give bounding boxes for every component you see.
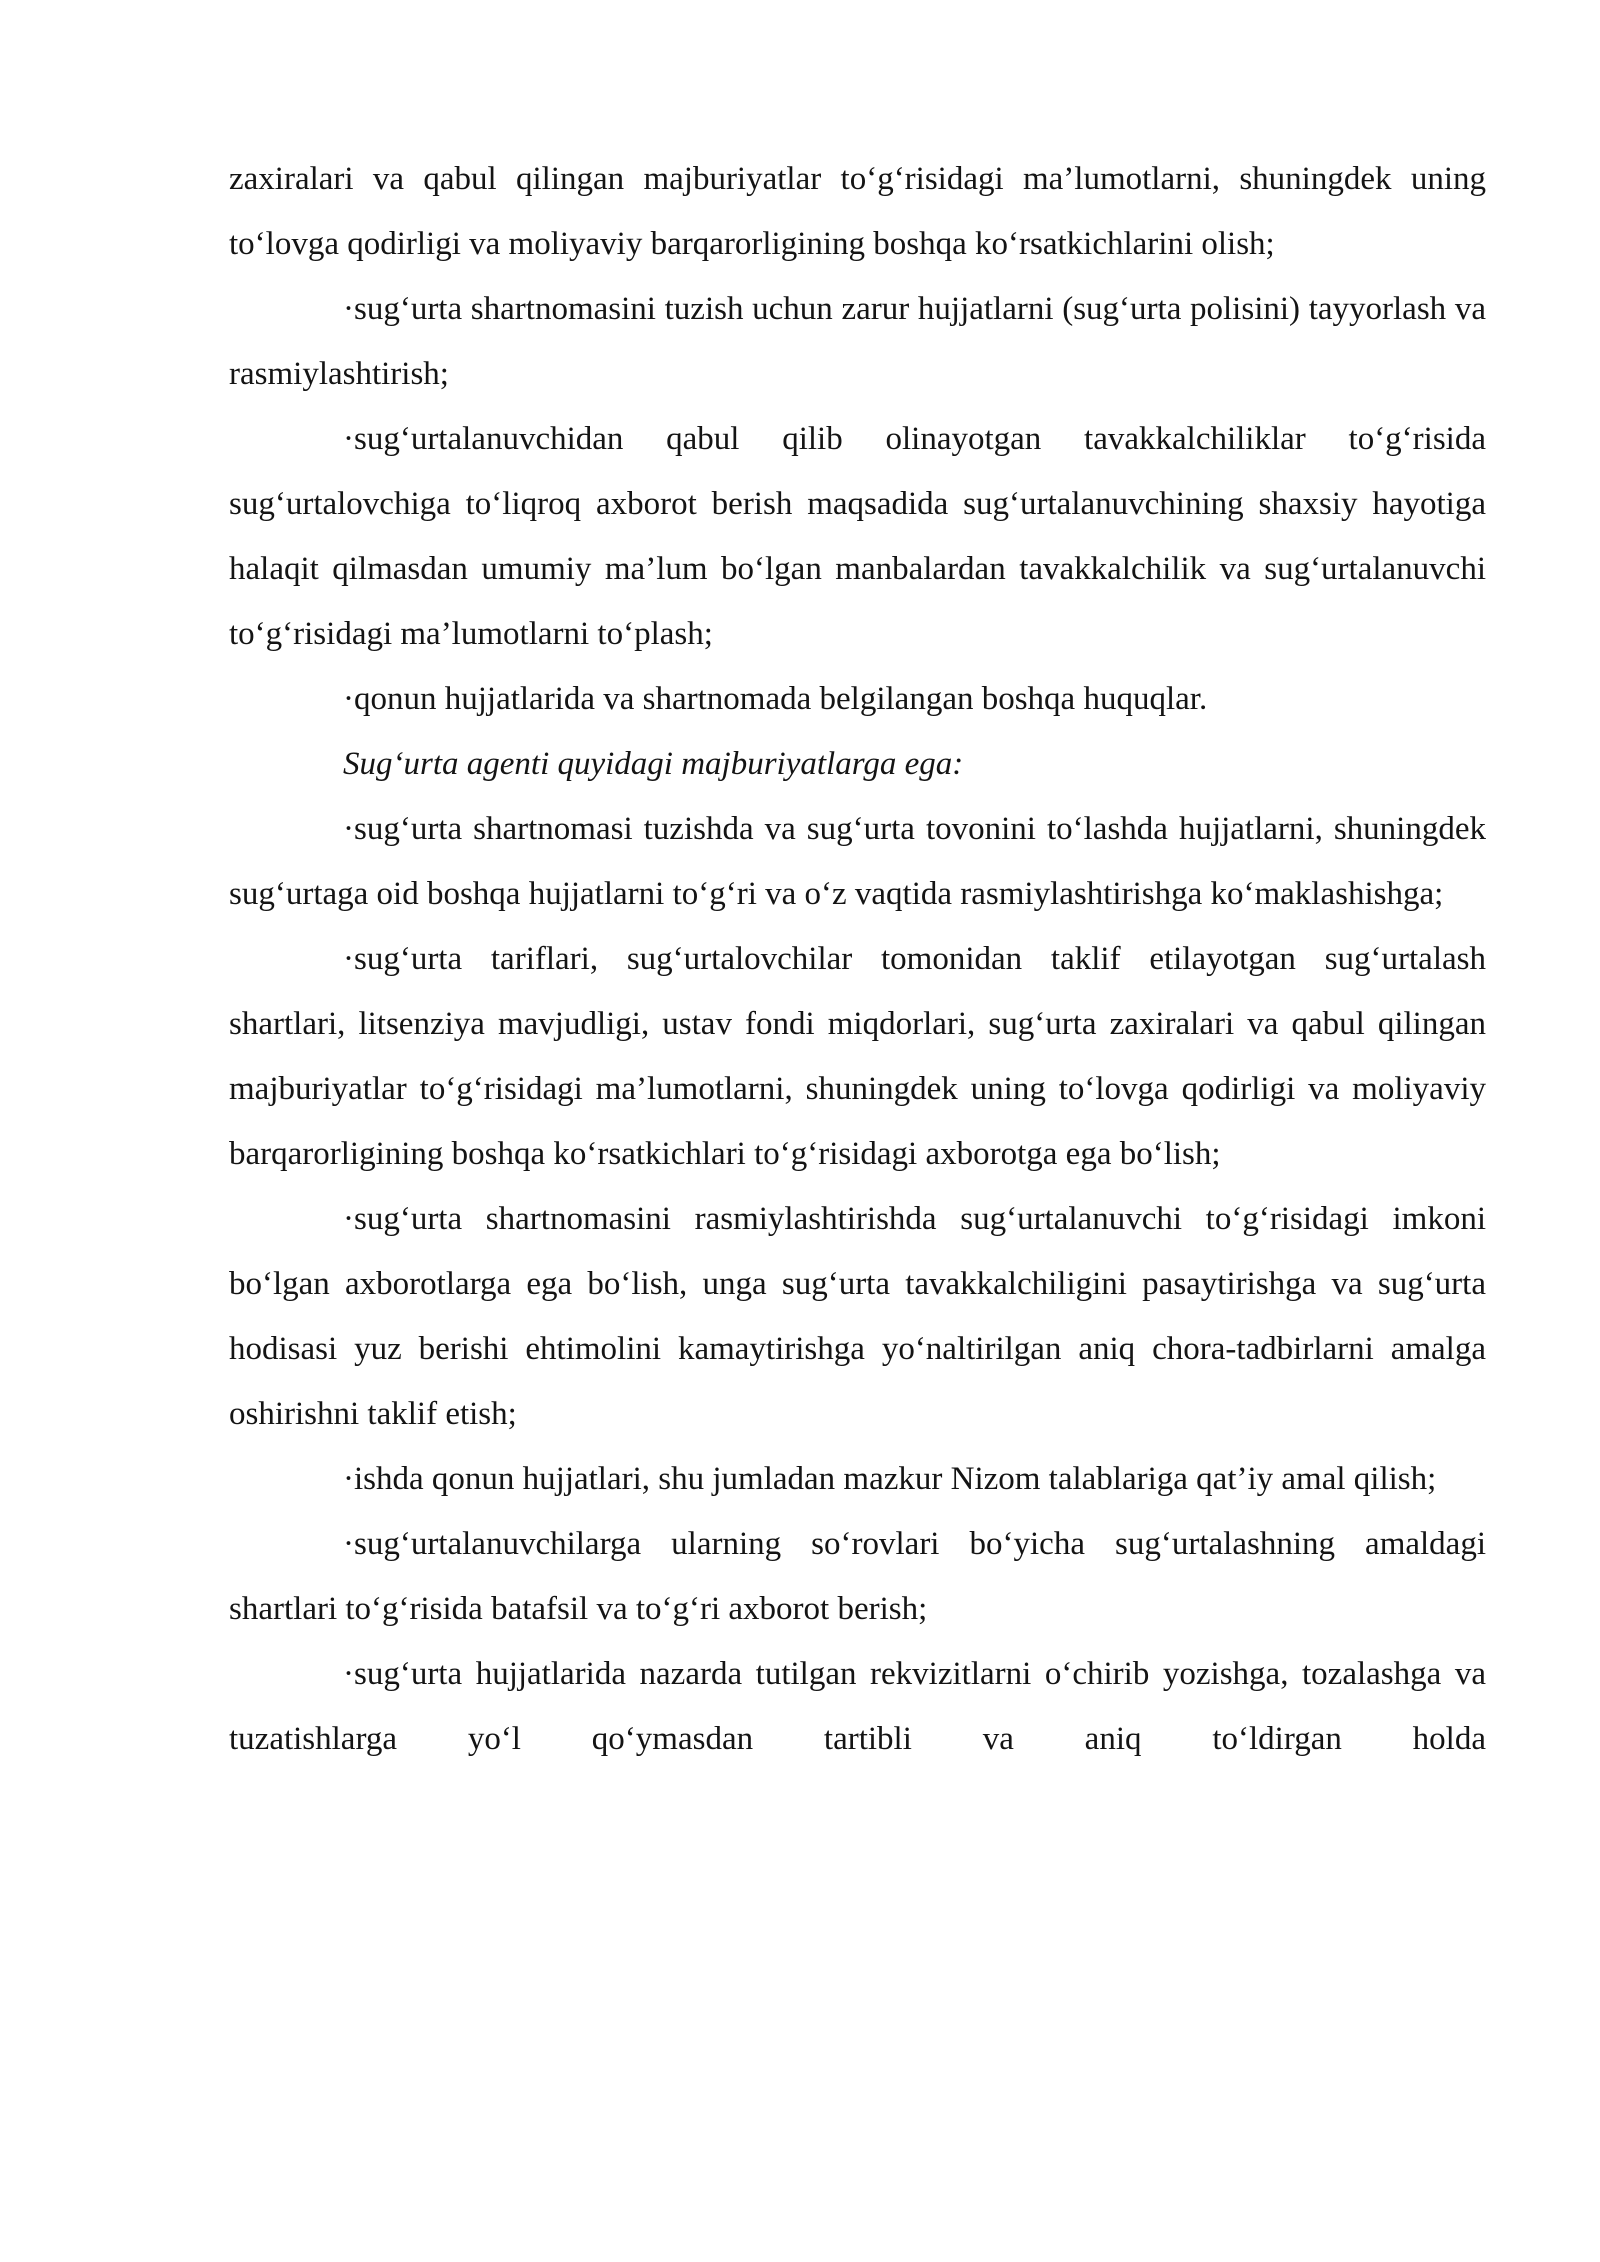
- paragraph: ·sug‘urta tariflari, sug‘urtalovchilar tomonidan taklif etilayotgan sug‘urtalash shartlari, litsenziya mavjudligi, ustav fondi miqdorlari, sug‘urta zaxiralari va qabul qilingan majburiyatlar to‘g‘risidagi ma’lumotlarni, shuningdek uning to‘lovga qodirligi va moliyaviy barqarorligining boshqa ko‘rsatkichlari to‘g‘risidagi axborotga ega bo‘lish;: [229, 941, 1486, 1172]
- document-body: [229, 147, 1486, 1772]
- section-heading: Sug‘urta agenti quyidagi majburiyatlarga ega:: [343, 746, 964, 782]
- paragraph: ·sug‘urtalanuvchidan qabul qilib olinayotgan tavakkalchiliklar to‘g‘risida sug‘urtalovchiga to‘liqroq axborot berish maqsadida sug‘urtalanuvchining shaxsiy hayotiga halaqit qilmasdan umumiy ma’lum bo‘lgan manbalardan tavakkalchilik va sug‘urtalanuvchi to‘g‘risidagi ma’lumotlarni to‘plash;: [229, 421, 1486, 652]
- paragraph: ·sug‘urta shartnomasini tuzish uchun zarur hujjatlarni (sug‘urta polisini) tayyorlash va rasmiylashtirish;: [229, 291, 1486, 392]
- paragraph: ·sug‘urtalanuvchilarga ularning so‘rovlari bo‘yicha sug‘urtalashning amaldagi shartlari to‘g‘risida batafsil va to‘g‘ri axborot berish;: [229, 1526, 1486, 1627]
- paragraph: ·ishda qonun hujjatlari, shu jumladan mazkur Nizom talablariga qat’iy amal qilish;: [343, 1461, 1437, 1497]
- paragraph: ·sug‘urta shartnomasi tuzishda va sug‘urta tovonini to‘lashda hujjatlarni, shuningdek sug‘urtaga oid boshqa hujjatlarni to‘g‘ri va o‘z vaqtida rasmiylashtirishga ko‘maklashishga;: [229, 811, 1486, 912]
- paragraph: ·qonun hujjatlarida va shartnomada belgilangan boshqa huquqlar.: [343, 681, 1208, 717]
- paragraph: ·sug‘urta shartnomasini rasmiylashtirishda sug‘urtalanuvchi to‘g‘risidagi imkoni bo‘lgan axborotlarga ega bo‘lish, unga sug‘urta tavakkalchiligini pasaytirishga va sug‘urta hodisasi yuz berishi ehtimolini kamaytirishga yo‘naltirilgan aniq chora-tadbirlarni amalga oshirishni taklif etish;: [229, 1201, 1486, 1432]
- paragraph: zaxiralari va qabul qilingan majburiyatlar to‘g‘risidagi ma’lumotlarni, shuningdek uning to‘lovga qodirligi va moliyaviy barqarorligining boshqa ko‘rsatkichlarini olish;: [229, 161, 1486, 262]
- paragraph: ·sug‘urta hujjatlarida nazarda tutilgan rekvizitlarni o‘chirib yozishga, tozalashga va tuzatishlarga yo‘l qo‘ymasdan tartibli va aniq to‘ldirgan holda: [229, 1656, 1486, 1757]
